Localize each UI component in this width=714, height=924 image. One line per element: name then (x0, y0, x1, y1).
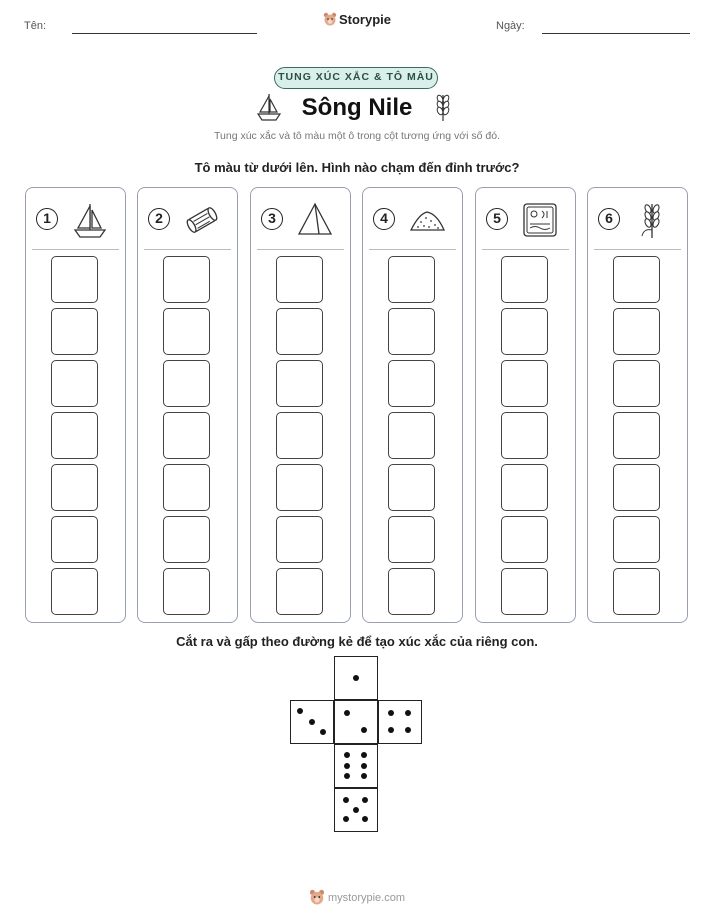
dice-face-4 (378, 700, 422, 744)
logo-text: Storypie (338, 12, 391, 27)
bear-logo-icon (323, 12, 337, 26)
color-cell[interactable] (51, 412, 98, 459)
color-cell[interactable] (276, 464, 323, 511)
dice-pip (344, 710, 350, 716)
pyramid-icon (295, 200, 335, 240)
instruction-text: Tô màu từ dưới lên. Hình nào chạm đến đỉnh trước? (194, 160, 520, 175)
dice-face-2 (334, 700, 378, 744)
color-cell[interactable] (501, 568, 548, 615)
wheat-icon (432, 91, 454, 123)
color-cell[interactable] (388, 412, 435, 459)
color-cell[interactable] (163, 464, 210, 511)
column-1 (25, 187, 126, 623)
color-cell[interactable] (276, 568, 323, 615)
column-header (148, 200, 228, 240)
color-cell[interactable] (51, 360, 98, 407)
color-cell[interactable] (51, 464, 98, 511)
dice-pip (361, 773, 367, 779)
date-line (542, 33, 690, 34)
name-line (72, 33, 257, 34)
color-cell[interactable] (163, 568, 210, 615)
column-divider (594, 249, 681, 250)
column-3 (250, 187, 351, 623)
color-cell[interactable] (388, 308, 435, 355)
color-cell[interactable] (276, 516, 323, 563)
bear-logo-icon (309, 889, 325, 905)
color-cell[interactable] (276, 412, 323, 459)
dice-pip (405, 710, 411, 716)
color-cell[interactable] (501, 516, 548, 563)
color-cell[interactable] (613, 568, 660, 615)
color-cell[interactable] (388, 360, 435, 407)
dice-pip (297, 708, 303, 714)
color-cell[interactable] (51, 256, 98, 303)
column-number: 3 (261, 208, 283, 230)
dice-pip (362, 816, 368, 822)
column-header (261, 200, 341, 240)
dice-face-3 (290, 700, 334, 744)
column-number: 2 (148, 208, 170, 230)
color-cell[interactable] (276, 256, 323, 303)
dice-pip (353, 807, 359, 813)
dice-pip (343, 797, 349, 803)
color-cell[interactable] (613, 412, 660, 459)
color-cell[interactable] (613, 308, 660, 355)
name-label: Tên: (24, 20, 47, 32)
column-divider (32, 249, 119, 250)
column-4 (362, 187, 463, 623)
color-cell[interactable] (163, 256, 210, 303)
dice-pip (361, 763, 367, 769)
color-cell[interactable] (276, 308, 323, 355)
color-cell[interactable] (388, 516, 435, 563)
dice-pip (361, 727, 367, 733)
date-label: Ngày: (496, 20, 525, 32)
color-cell[interactable] (276, 360, 323, 407)
footer (0, 889, 714, 905)
column-number: 1 (36, 208, 58, 230)
color-cell[interactable] (51, 568, 98, 615)
color-cell[interactable] (51, 308, 98, 355)
storypie-logo (0, 12, 714, 27)
footer-url: mystorypie.com (327, 892, 406, 904)
column-number: 6 (598, 208, 620, 230)
page-subtitle: Tung xúc xắc và tô màu một ô trong cột tương ứng với số đó. (214, 130, 500, 142)
column-divider (482, 249, 569, 250)
color-cell[interactable] (163, 360, 210, 407)
dice-pip (343, 816, 349, 822)
color-cell[interactable] (501, 360, 548, 407)
color-cell[interactable] (501, 256, 548, 303)
color-cell[interactable] (163, 308, 210, 355)
dice-pip (361, 752, 367, 758)
column-divider (369, 249, 456, 250)
hieroglyph-tablet-icon (520, 200, 560, 240)
color-cell[interactable] (388, 464, 435, 511)
color-cell[interactable] (163, 516, 210, 563)
color-cell[interactable] (613, 464, 660, 511)
color-cell[interactable] (613, 360, 660, 407)
activity-badge: TUNG XÚC XẮC & TÔ MÀU (274, 67, 438, 89)
dice-pip (362, 797, 368, 803)
column-6 (587, 187, 688, 623)
color-cell[interactable] (388, 568, 435, 615)
dice-pip (344, 763, 350, 769)
column-2 (137, 187, 238, 623)
color-cell[interactable] (51, 516, 98, 563)
column-header (486, 200, 566, 240)
wheat-icon (632, 200, 672, 240)
column-divider (144, 249, 231, 250)
column-5 (475, 187, 576, 623)
dice-pip (353, 675, 359, 681)
dice-face-6 (334, 744, 378, 788)
cut-instruction: Cắt ra và gấp theo đường kẻ để tạo xúc xắc của riêng con. (176, 634, 538, 649)
color-cell[interactable] (501, 464, 548, 511)
color-cell[interactable] (501, 308, 548, 355)
scroll-icon (182, 200, 222, 240)
dice-pip (309, 719, 315, 725)
column-number: 5 (486, 208, 508, 230)
dice-face-5 (334, 788, 378, 832)
color-cell[interactable] (388, 256, 435, 303)
dice-pip (388, 727, 394, 733)
dice-face-1 (334, 656, 378, 700)
sailboat-icon (70, 200, 110, 240)
sand-pile-icon (407, 200, 447, 240)
color-cell[interactable] (163, 412, 210, 459)
column-header (598, 200, 678, 240)
dice-pip (344, 752, 350, 758)
color-cell[interactable] (501, 412, 548, 459)
dice-pip (344, 773, 350, 779)
color-cell[interactable] (613, 516, 660, 563)
dice-pip (388, 710, 394, 716)
color-cell[interactable] (613, 256, 660, 303)
page-title: Sông Nile (301, 94, 413, 121)
column-number: 4 (373, 208, 395, 230)
column-divider (257, 249, 344, 250)
dice-pip (405, 727, 411, 733)
dice-pip (320, 729, 326, 735)
column-header (36, 200, 116, 240)
column-header (373, 200, 453, 240)
